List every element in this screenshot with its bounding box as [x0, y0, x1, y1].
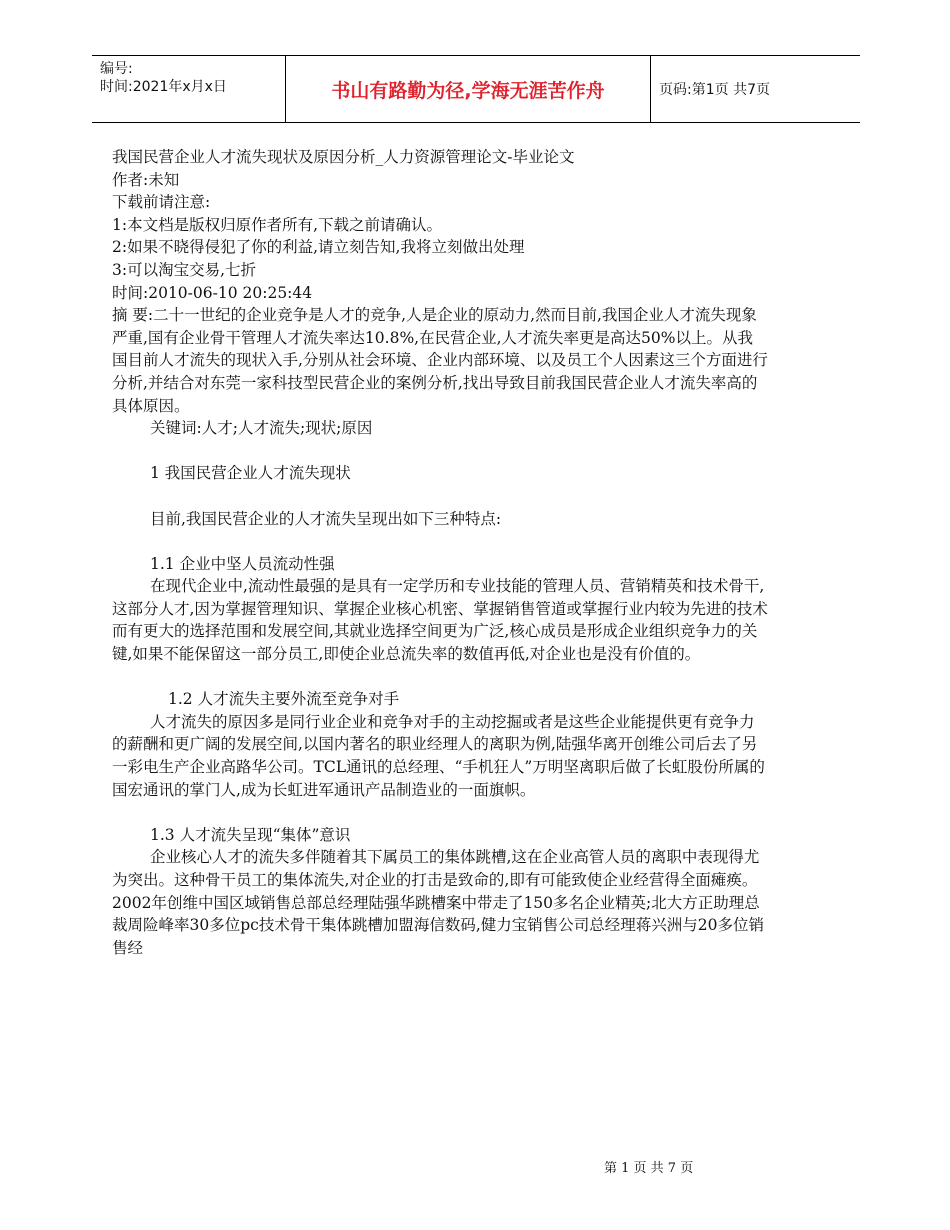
page-footer: 第 1 页 共 7 页 [604, 1161, 694, 1176]
notice-item: 1:本文档是版权归原作者所有,下载之前请确认。 [112, 215, 443, 234]
doc-number-label: 编号: [100, 61, 133, 77]
subsection-heading: 1.1 企业中坚人员流动性强 [150, 554, 335, 573]
notice-item: 3:可以淘宝交易,七折 [112, 260, 257, 279]
document-time: 时间:2010-06-10 20:25:44 [112, 283, 313, 302]
keywords: 关键词:人才;人才流失;现状;原因 [150, 419, 373, 438]
document-author: 作者:未知 [112, 170, 180, 189]
paragraph: 企业核心人才的流失多伴随着其下属员工的集体跳槽,这在企业高管人员的离职中表现得尤为突出。这种骨干员工的集体流失,对企业的打击是致命的,即有可能致使企业经营得全面瘫痪。2002年创维中国区域销售总部总经理陆强华跳槽案中带走了150多名企业精英;北大方正助理总裁周险峰率30多位pc技术骨干集体跳槽加盟海信数码,健力宝销售公司总经理蒋兴洲与20多位销售经 [112, 848, 764, 957]
document-header [92, 55, 860, 123]
section-heading: 1 我国民营企业人才流失现状 [150, 464, 351, 483]
header-page-number: 页码:第1页 共7页 [659, 82, 770, 98]
document-body [112, 146, 768, 959]
subsection-heading: 1.3 人才流失呈现“集体”意识 [150, 825, 351, 844]
notice-item: 2:如果不晓得侵犯了你的利益,请立刻告知,我将立刻做出处理 [112, 238, 525, 257]
document-title: 我国民营企业人才流失现状及原因分析_人力资源管理论文-毕业论文 [112, 148, 575, 166]
header-motto: 书山有路勤为径,学海无涯苦作舟 [331, 79, 605, 102]
paragraph: 目前,我国民营企业的人才流失呈现出如下三种特点: [150, 509, 502, 528]
paragraph: 在现代企业中,流动性最强的是具有一定学历和专业技能的管理人员、营销精英和技术骨干,这部分人才,因为掌握管理知识、掌握企业核心机密、掌握销售管道或掌握行业内较为先进的技术而有更大的选择范围和发展空间,其就业选择空间更为广泛,核心成员是形成企业组织竞争力的关键,如果不能保留这一部分员工,即使企业总流失率的数值再低,对企业也是没有价值的。 [112, 577, 768, 664]
download-notice: 下载前请注意: [112, 193, 211, 212]
header-meta [100, 60, 280, 96]
subsection-heading: 1.2 人才流失主要外流至竞争对手 [168, 690, 400, 709]
header-divider [650, 56, 651, 122]
paragraph: 人才流失的原因多是同行业企业和竞争对手的主动挖掘或者是这些企业能提供更有竞争力的薪酬和更广阔的发展空间,以国内著名的职业经理人的离职为例,陆强华离开创维公司后去了另一彩电生产企业高路华公司。TCL通讯的总经理、“手机狂人”万明坚离职后做了长虹股份所属的国宏通讯的掌门人,成为长虹进军通讯产品制造业的一面旗帜。 [112, 712, 765, 799]
header-time: 时间:2021年x月x日 [100, 79, 227, 95]
abstract: 摘 要:二十一世纪的企业竞争是人才的竞争,人是企业的原动力,然而目前,我国企业人才流失现象严重,国有企业骨干管理人才流失率达10.8%,在民营企业,人才流失率更是高达50%以上。从我国目前人才流失的现状入手,分别从社会环境、企业内部环境、以及员工个人因素这三个方面进行分析,并结合对东莞一家科技型民营企业的案例分析,找出导致目前我国民营企业人才流失率高的具体原因。 [112, 306, 768, 415]
